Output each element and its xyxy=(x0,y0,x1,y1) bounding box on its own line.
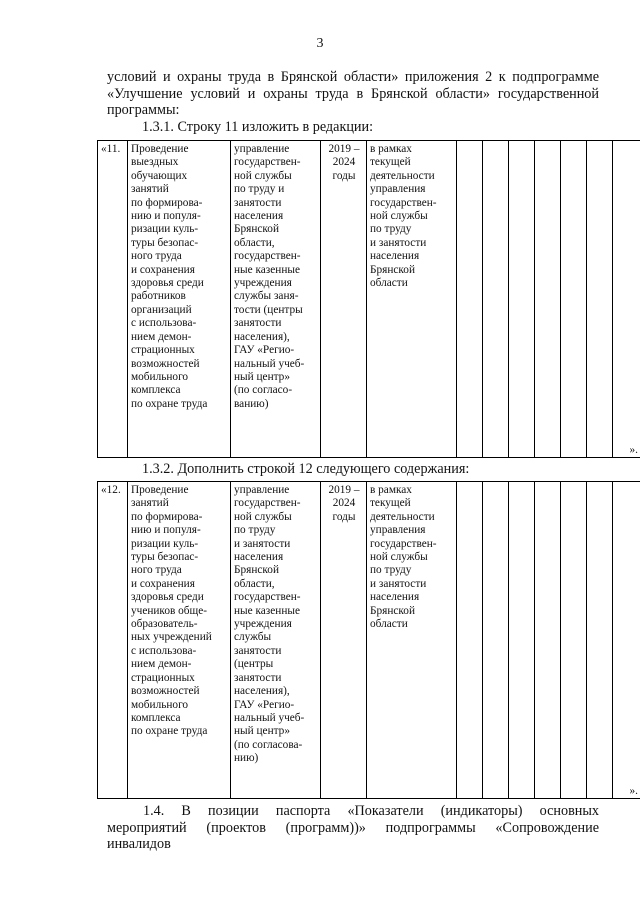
row-number: «12. xyxy=(98,482,128,799)
financing-source: в рамках текущей деятельности управления государствен- ной службы по труду и занятости населения Брянской области xyxy=(367,482,457,799)
term: 2019 – 2024 годы xyxy=(321,141,367,458)
subheading-row-12: 1.3.2. Дополнить строкой 12 следующего содержания: xyxy=(142,461,470,477)
empty-cell xyxy=(509,141,535,458)
empty-cell xyxy=(483,141,509,458)
executor: управление государствен- ной службы по труду и занятости населения Брянской области, государствен- ные казенные учреждения службы занятости (центры занятости населения), ГАУ «Регио- нальный учеб- ный центр» (по согласова- нию) xyxy=(231,482,321,799)
empty-cell xyxy=(587,482,613,799)
lead-paragraph: условий и охраны труда в Брянской области» приложения 2 к подпрограмме «Улучшение условий и охраны труда в Брянской области» государственной программы: xyxy=(107,69,599,118)
empty-cell xyxy=(561,141,587,458)
empty-cell xyxy=(535,482,561,799)
table-row-11 xyxy=(97,140,640,458)
empty-cell xyxy=(587,141,613,458)
empty-cell xyxy=(457,482,483,799)
footer-paragraph xyxy=(107,803,599,853)
table-row-12 xyxy=(97,481,640,799)
closing-quote: ». xyxy=(613,482,640,799)
activity-name: Проведение выездных обучающих занятий по формирова- нию и популя- ризации куль- туры безопас- ного труда и сохранения здоровья среди работников организаций с использова- нием демон- страционных возможностей мобильного комплекса по охране труда xyxy=(128,141,231,458)
empty-cell xyxy=(509,482,535,799)
term: 2019 – 2024 годы xyxy=(321,482,367,799)
footer-paragraph-text: 1.4. В позиции паспорта «Показатели (индикаторы) основных мероприятий (проектов (программ))» подпрограммы «Сопровождение инвалидов xyxy=(107,803,599,852)
subheading-row-11: 1.3.1. Строку 11 изложить в редакции: xyxy=(142,119,374,135)
page-number: 3 xyxy=(316,36,324,51)
closing-quote: ». xyxy=(613,141,640,458)
activity-name: Проведение занятий по формирова- нию и популя- ризации куль- туры безопас- ного труда и сохранения здоровья среди учеников обще- образователь- ных учреждений с использова- нием демон- страционных возможностей мобильного комплекса по охране труда xyxy=(128,482,231,799)
empty-cell xyxy=(457,141,483,458)
empty-cell xyxy=(535,141,561,458)
empty-cell xyxy=(483,482,509,799)
empty-cell xyxy=(561,482,587,799)
financing-source: в рамках текущей деятельности управления государствен- ной службы по труду и занятости населения Брянской области xyxy=(367,141,457,458)
row-number: «11. xyxy=(98,141,128,458)
executor: управление государствен- ной службы по труду и занятости населения Брянской области, государствен- ные казенные учреждения службы заня- тости (центры занятости населения), ГАУ «Регио- нальный учеб- ный центр» (по согласо- ванию) xyxy=(231,141,321,458)
table-row xyxy=(98,482,640,799)
table-row xyxy=(98,141,640,458)
